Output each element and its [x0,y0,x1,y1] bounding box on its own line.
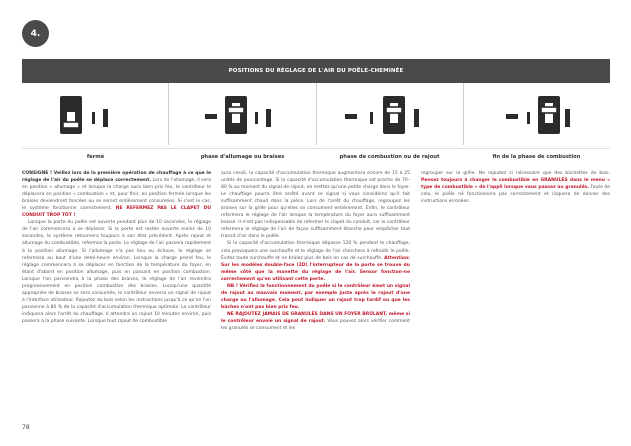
paragraph [421,170,610,205]
stove-fin-icon [464,83,611,145]
panel-fin [464,83,610,145]
paragraph [221,170,410,240]
caption-combustion: phase de combustion ou de rajout [339,154,440,160]
text-span: Lors de l'allumage, il sera en position « allumage » et lorsque la charge aura bien pris feu, le contrôleur le déplacera en position « combustion » et, pour finir, en position fermée lorsque les braises deviendront foncées ou se seront entièrement consumées. Si c'est le cas, le système fonctionne correctement. [22,178,211,212]
paragraph [22,170,211,219]
text-column-2 [221,170,410,332]
caption-fin: fin de la phase de combustion [492,154,581,160]
red-warning: NE RAJOUTEZ JAMAIS DE GRANULÉS DANS UN FOYER BRÛLANT, même si le contrôleur envoie un signal de rajout. [221,311,410,324]
lead-warning: CONSIGNE ! Veillez lors de la première opération de chauffage à ce que le réglage de l'air du poêle se déplace correctement. [22,171,211,184]
text-span: Faute de cela, le poêle ne fonctionnera pas correctement et risquera de donner des instructions erronées. [421,185,610,205]
panel-fermé [22,83,169,145]
text-span: aura cessé, la capacité d'accumulation thermique augmentera encore de 15 à 25 unités de pourcentage. Si la capacité d'accumulation thermique est proche de 70–80 % au moment du signal de rajout, ne mettez qu'une petite charge dans le foyer. Le chauffage pourra être arrêté avant ce signal si vous considérez qu'il fait suffisamment chaud dans la pièce. Lors de l'arrêt du chauffage, regroupez les braises sur la grille pour qu'elles se consument entièrement. Enfin, le contrôleur refermera le réglage de l'air lorsque la température du foyer aura suffisamment baissé. Il n'est pas indispensable de refermer le clapet du conduit, car le contrôleur refermera le réglage de l'air de façon suffisamment étanche pour empêcher tout transit d'air dans le poêle. [221,171,410,240]
text-column-1 [22,170,211,325]
panel-combustion [317,83,464,145]
step-badge: 4. [22,20,49,47]
panel-allumage [169,83,316,145]
instructions-text [22,170,610,426]
paragraph [221,311,410,332]
table-title: POSITIONS DU RÉGLAGE DE L'AIR DU POÊLE-CHEMINÉE [22,59,610,83]
paragraph [221,240,410,282]
stove-allumage-icon [169,83,316,145]
paragraph [22,219,211,325]
text-span: Si la capacité d'accumulation thermique dépasse 120 % pendant le chauffage, cela provoquera une surchauffe et le réglage de l'air cherchera à refroidir le poêle. Évitez toute surchauffe et ne brûlez plus de bois en cas de surchauffe. [221,241,410,261]
red-warning: Attention: Sur les modèles double-face (2D) l'interrupteur de la porte se trouve du même côté que la manette du réglage de l'air. Sensor fonction-ne correctement qu'en utilisant cette porte. [221,255,410,282]
caption-allumage: phase d'allumage ou braises [200,154,285,160]
page-number: 78 [22,424,30,431]
panel-captions [22,148,610,165]
stove-combustion-icon [317,83,464,145]
red-warning: NE REFERMEZ PAS LE CLAPET DU CONDUIT TROP TÔT ! [22,206,211,219]
text-span: regrouper sur la grille. Ne rajoutez si nécessaire que des bûchettes de bois. [421,171,610,176]
text-span: Vous pouvez alors vérifier comment les granulés se consument et les [221,318,411,332]
paragraph [221,283,410,311]
air-positions-panels [22,83,610,145]
stove-fermé-icon [22,83,169,145]
text-span: Lorsque la porte du poêle est ouverte pendant plus de 10 secondes, le réglage de l'air commencera à se déplacer. Si la porte est restée ouverte moins de 10 secondes, le système retournera toujours à son état précédent. Après rajout et allumage du combustible, refermez la porte. Le réglage de l'air passera rapidement à la position allumage. Si l'allumage n'a pas lieu ou échoue, le réglage se refermera au bout d'une demi-heure environ. Lorsque la charge prend feu, le réglage commencera à se déplacer en fonction de la température du foyer, en étant d'abord en position allumage, puis en passant en position combustion. Lorsque l'on parviendra à la phase des braises, le réglage de l'air reviendra progressivement en position combustion des braises. Lorsqu'une quantité appropriée de braises se sera consumée, le contrôleur enverra un signal de rajout à l'interface utilisateur. Rajoutez du bois selon les instructions jusqu'à ce qu'on l'on parvienne à 80 % de la capacité d'accumulation thermique optimale. Le contrôleur indiquera alors l'arrêt du chauffage. Il attendra un rajout 10 minutes environ, puis passera à la phase suivante. Lorsque tout rajout de combustible [22,220,211,324]
red-warning: Pensez toujours à changer le combustible en GRANULÉS dans le menu « type de combustible » de l'appli lorsque vous passez au granulés. [421,178,610,191]
caption-fermé: fermé [86,154,105,160]
red-warning: NB ! Vérifiez le fonctionnement du poêle si le contrôleur émet un signal de rajout au mauvais moment, par exemple juste après le rajout d'une charge ou l'allumage. Cela peut indiquer un rajout trop tardif ou que les bûches n'ont pas bien pris feu. [221,283,410,310]
text-column-3 [421,170,610,205]
